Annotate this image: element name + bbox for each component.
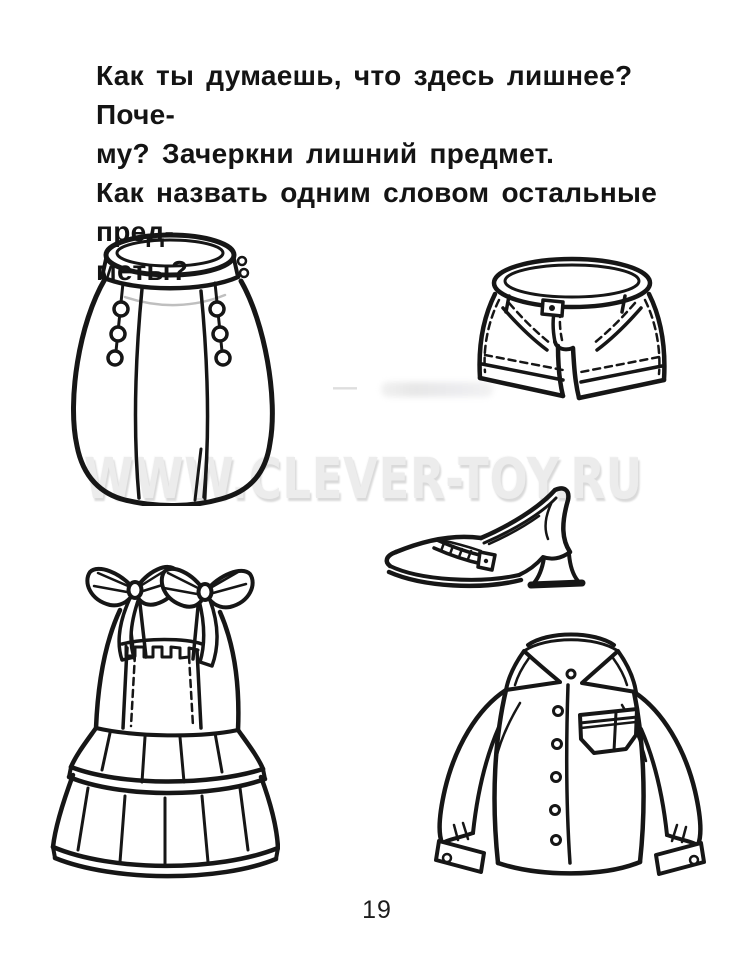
shoe-figure [383, 484, 598, 596]
show-through-dash: — [333, 374, 357, 401]
instruction-line-4: меты? [96, 255, 189, 286]
shirt-drawing [432, 627, 710, 891]
dress-drawing [50, 560, 280, 885]
instruction-line-3: Как назвать одним словом остальные пред- [96, 177, 658, 247]
page-number: 19 [362, 896, 392, 924]
dress-figure [50, 560, 280, 885]
instruction-line-2: му? Зачеркни лишний предмет. [96, 138, 555, 169]
watermark-text: WWW.CLEVER-TOY.RU [84, 447, 643, 512]
page-show-through [333, 374, 357, 402]
instruction-line-1: Как ты думаешь, что здесь лишнее? Поче- [96, 60, 633, 130]
task-instructions [96, 56, 702, 290]
shirt-figure [432, 627, 710, 891]
shoe-drawing [383, 484, 598, 596]
